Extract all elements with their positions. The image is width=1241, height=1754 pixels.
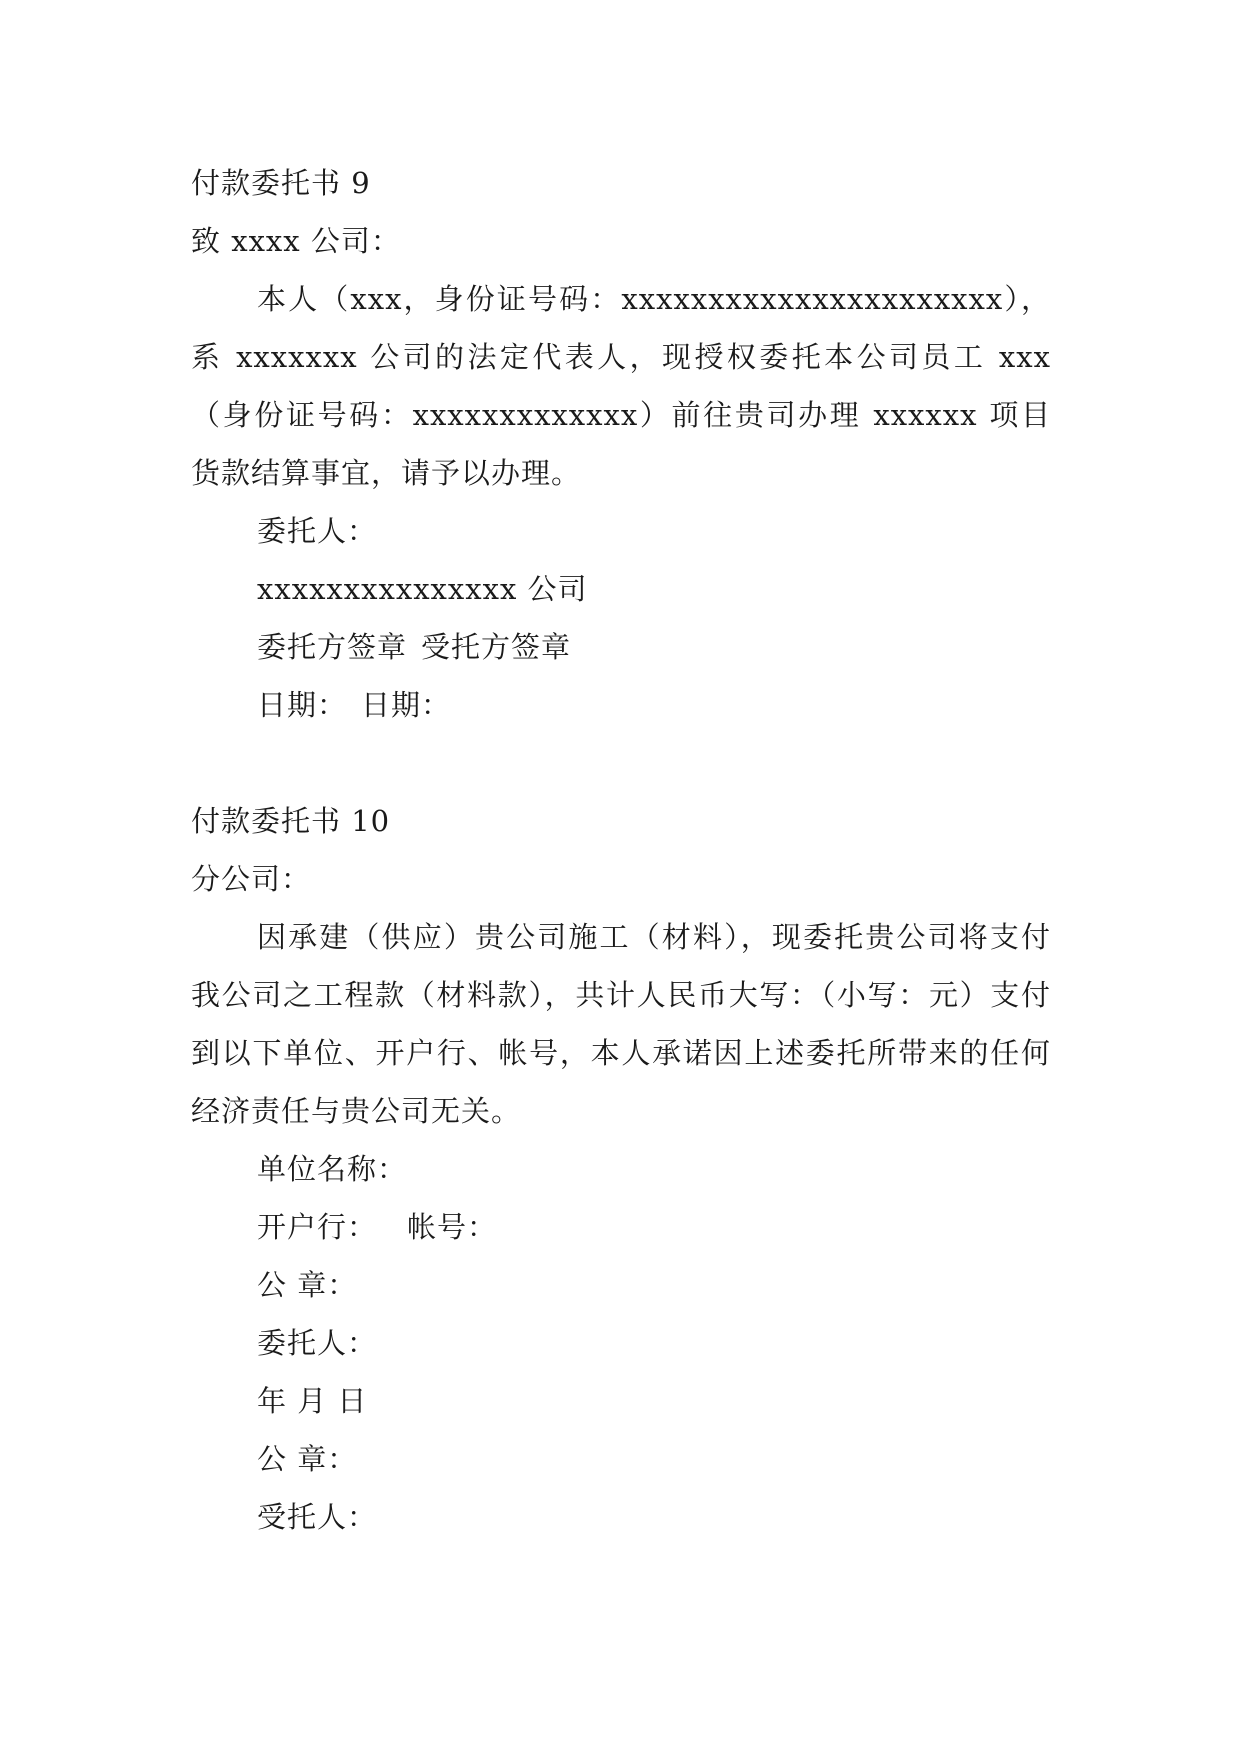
signature-labels-row	[191, 618, 1051, 676]
authorization-paragraph: 本人（xxx，身份证号码：xxxxxxxxxxxxxxxxxxxxxx），系 xxxxxxx 公司的法定代表人，现授权委托本公司员工 xxx（身份证号码：xxxxxxxxxxxxx）前往贵司办理 xxxxxx 项目货款结算事宜，请予以办理。	[191, 282, 1051, 490]
bank-account-row	[191, 1198, 1051, 1256]
bank-label: 开户行：	[257, 1210, 378, 1244]
unit-name-label: 单位名称：	[257, 1152, 408, 1186]
document-body	[191, 154, 1051, 1546]
date-labels-row	[191, 676, 1051, 734]
section-title-9: 付款委托书 9	[191, 166, 371, 200]
agent-date-label: 日期：	[361, 688, 452, 722]
principal-seal-label: 委托方签章	[257, 630, 408, 664]
addressee-line-2: 分公司：	[191, 862, 312, 896]
principal-label-2: 委托人：	[257, 1326, 378, 1360]
principal-label: 委托人：	[257, 514, 378, 548]
account-label: 帐号：	[407, 1210, 498, 1244]
agent-seal-label: 受托方签章	[421, 630, 572, 664]
agent-label: 受托人：	[257, 1500, 378, 1534]
company-name: xxxxxxxxxxxxxxx 公司	[257, 572, 588, 606]
date-label: 年 月 日	[257, 1384, 368, 1418]
payment-paragraph: 因承建（供应）贵公司施工（材料），现委托贵公司将支付我公司之工程款（材料款），共计人民币大写：（小写：元）支付到以下单位、开户行、帐号，本人承诺因上述委托所带来的任何经济责任与贵公司无关。	[191, 920, 1051, 1128]
seal-label-1: 公 章：	[257, 1268, 358, 1302]
addressee-line: 致 xxxx 公司：	[191, 224, 401, 258]
section-spacer	[191, 734, 1051, 792]
seal-label-2: 公 章：	[257, 1442, 358, 1476]
principal-date-label: 日期：	[257, 688, 348, 722]
section-title-10: 付款委托书 10	[191, 804, 391, 838]
